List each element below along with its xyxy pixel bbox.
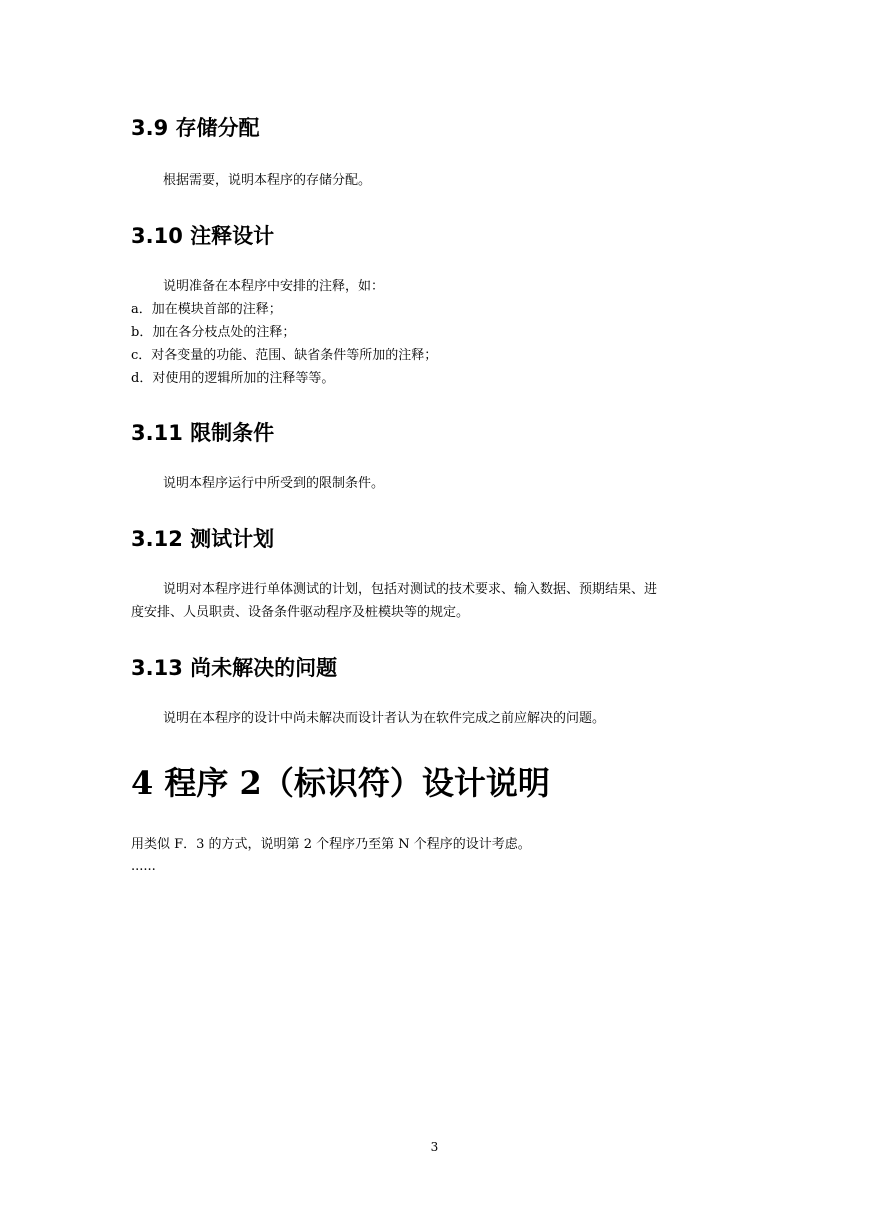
section-3-12-body-line2: 度安排、人员职责、设备条件驱动程序及桩模块等的规定。 xyxy=(131,605,470,620)
list-item: b．加在各分枝点处的注释； xyxy=(131,325,296,340)
section-3-11-heading: 3.11 限制条件 xyxy=(131,421,275,445)
list-item: c．对各变量的功能、范围、缺省条件等所加的注释； xyxy=(131,348,438,363)
page-number: 3 xyxy=(430,1140,439,1154)
section-3-12-heading: 3.12 测试计划 xyxy=(131,527,275,551)
chapter-4-ellipsis: ...... xyxy=(131,859,156,874)
list-item: a．加在模块首部的注释； xyxy=(131,302,282,317)
section-3-13-body: 说明在本程序的设计中尚未解决而设计者认为在软件完成之前应解决的问题。 xyxy=(163,711,606,726)
section-3-10-intro: 说明准备在本程序中安排的注释，如： xyxy=(163,279,385,294)
section-3-12-body-line1: 说明对本程序进行单体测试的计划，包括对测试的技术要求、输入数据、预期结果、进 xyxy=(163,582,658,597)
section-3-10-heading: 3.10 注释设计 xyxy=(131,224,275,248)
section-3-13-heading: 3.13 尚未解决的问题 xyxy=(131,656,338,680)
section-3-11-body: 说明本程序运行中所受到的限制条件。 xyxy=(163,476,385,491)
section-3-9-body: 根据需要，说明本程序的存储分配。 xyxy=(163,173,372,188)
chapter-4-body: 用类似 F．3 的方式，说明第 2 个程序乃至第 N 个程序的设计考虑。 xyxy=(131,837,531,852)
section-3-9-heading: 3.9 存储分配 xyxy=(131,116,260,140)
chapter-4-heading: 4 程序 2（标识符）设计说明 xyxy=(131,764,550,802)
list-item: d．对使用的逻辑所加的注释等等。 xyxy=(131,371,335,386)
